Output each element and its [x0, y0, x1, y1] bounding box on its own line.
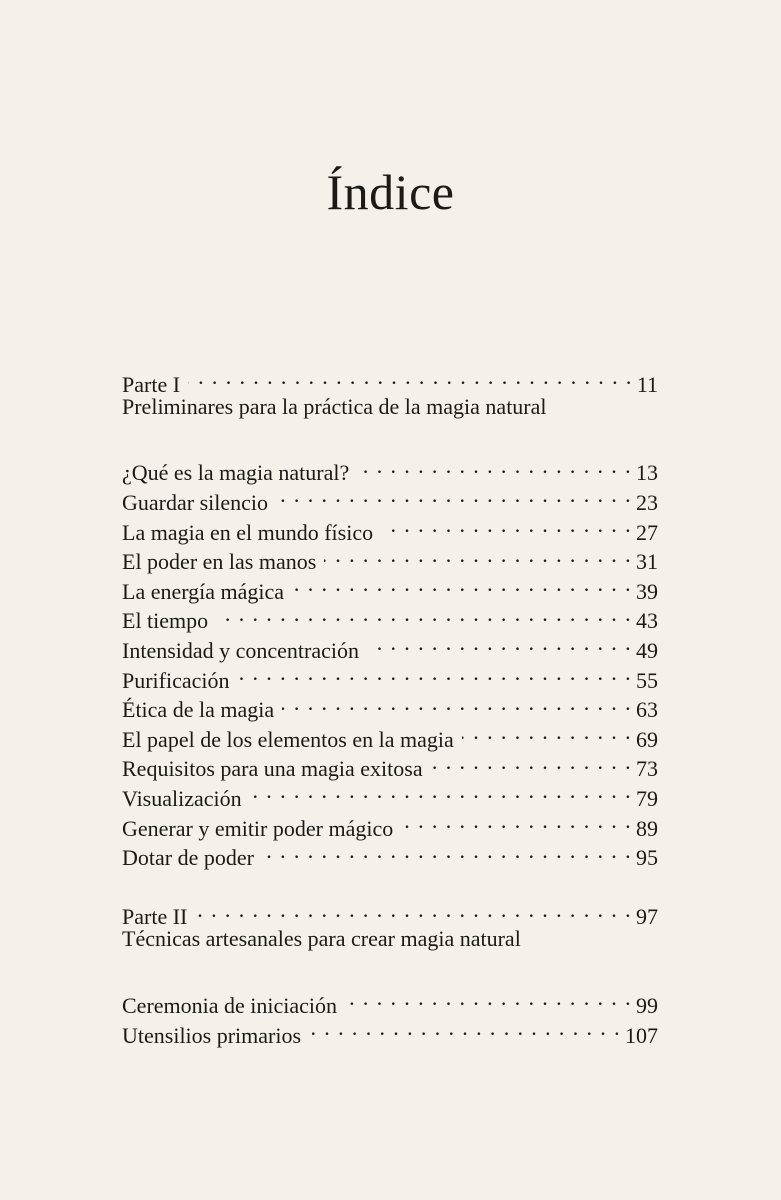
- toc-page-number: 69: [636, 726, 658, 752]
- dot-leader: [282, 688, 632, 718]
- dot-leader: [216, 599, 632, 629]
- dot-leader: [324, 540, 632, 570]
- toc-part-2-heading[interactable]: [122, 895, 658, 930]
- dot-leader: [238, 658, 632, 688]
- toc-entry-title: Intensidad y concentración: [122, 637, 360, 663]
- toc-page-number: 99: [636, 993, 658, 1019]
- toc-entry-title: Generar y emitir poder mágico: [122, 815, 394, 841]
- toc-entry-title: Utensilios primarios: [122, 1022, 302, 1048]
- toc-entry-title: Ética de la magia: [122, 697, 275, 723]
- spacer: [122, 954, 658, 984]
- toc-page-number: 79: [636, 785, 658, 811]
- toc-page-number: 39: [636, 578, 658, 604]
- dot-leader: [195, 895, 632, 925]
- toc-entry-title: Dotar de poder: [122, 845, 254, 871]
- toc-page-number: 27: [636, 519, 658, 545]
- toc-page-number: 97: [636, 904, 658, 930]
- toc-entry-title: ¿Qué es la magia natural?: [122, 460, 350, 486]
- toc-entry-title: Requisitos para una magia exitosa: [122, 756, 423, 782]
- dot-leader: [276, 480, 632, 510]
- dot-leader: [188, 362, 633, 392]
- dot-leader: [345, 983, 632, 1013]
- toc-page-number: 95: [636, 845, 658, 871]
- toc-page-number: 55: [636, 667, 658, 693]
- dot-leader: [309, 1013, 621, 1043]
- toc-part-2-subtitle: Técnicas artesanales para crear magia natural: [122, 926, 521, 952]
- toc-entry[interactable]: [122, 451, 658, 486]
- dot-leader: [381, 510, 632, 540]
- toc-entry-title: Guardar silencio: [122, 489, 268, 515]
- toc-entry-title: Ceremonia de iniciación: [122, 993, 338, 1019]
- toc-page-number: 11: [636, 371, 658, 397]
- toc-page-number: 31: [636, 549, 658, 575]
- table-of-contents: [122, 362, 658, 1048]
- toc-page-number: 63: [636, 697, 658, 723]
- toc-part-label: Parte II: [122, 904, 188, 930]
- toc-entry-title: Purificación: [122, 667, 230, 693]
- dot-leader: [250, 776, 632, 806]
- toc-part-label: Parte I: [122, 371, 181, 397]
- toc-page-number: 43: [636, 608, 658, 634]
- toc-entry-title: El papel de los elementos en la magia: [122, 726, 454, 752]
- toc-part-1-heading[interactable]: [122, 362, 658, 397]
- toc-entry-title: La energía mágica: [122, 578, 285, 604]
- dot-leader: [262, 836, 632, 866]
- toc-page-number: 73: [636, 756, 658, 782]
- toc-page-number: 13: [636, 460, 658, 486]
- toc-page-number: 107: [625, 1022, 658, 1048]
- dot-leader: [431, 747, 632, 777]
- toc-page-number: 49: [636, 637, 658, 663]
- dot-leader: [367, 628, 632, 658]
- dot-leader: [357, 451, 632, 481]
- toc-entry-title: La magia en el mundo físico: [122, 519, 374, 545]
- page-title: Índice: [326, 164, 455, 220]
- dot-leader: [401, 806, 632, 836]
- toc-entry-title: Visualización: [122, 785, 242, 811]
- toc-part-1-subtitle: Preliminares para la práctica de la magia natural: [122, 393, 547, 419]
- dot-leader: [462, 717, 632, 747]
- toc-entry[interactable]: [122, 983, 658, 1019]
- toc-page-number: 89: [636, 815, 658, 841]
- toc-entry-title: El tiempo: [122, 608, 209, 634]
- dot-leader: [292, 569, 632, 599]
- toc-page-number: 23: [636, 489, 658, 515]
- toc-entry-title: El poder en las manos: [122, 549, 317, 575]
- spacer: [122, 421, 658, 451]
